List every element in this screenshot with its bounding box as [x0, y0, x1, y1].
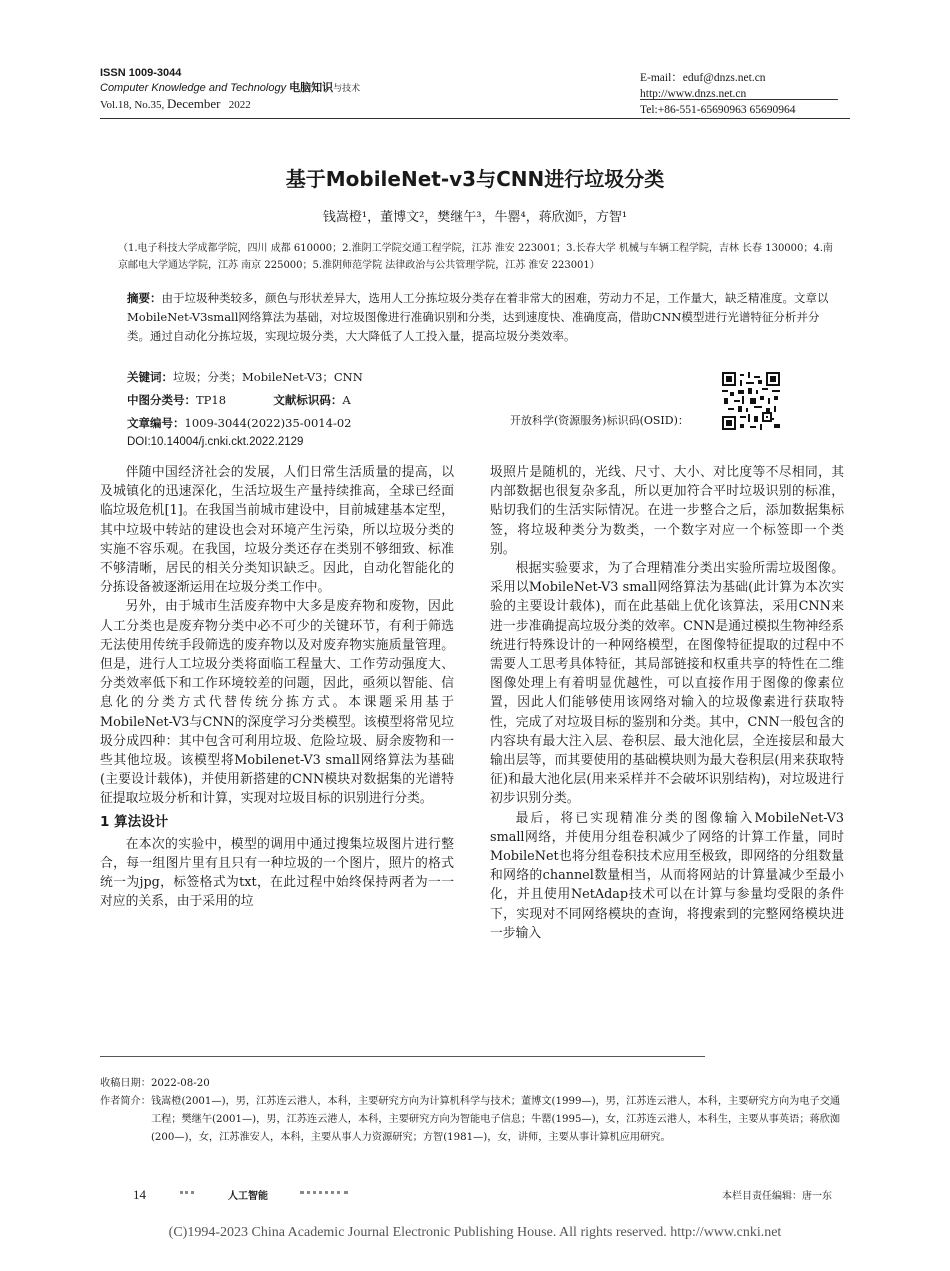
paragraph: 最后，将已实现精准分类的图像输入MobileNet-V3 small网络，并使用分组卷积减少了网络的计算工作量，同时MobileNet也将分组卷积技术应用至极致，即网络的分组数量和网络的channel数量相当，从而将网站的计算量减少至最小化，并且使用NetAdap技术可以在计算与参量均受限的条件下，实现对不同网络模块的查询，将搜索到的完整网络模块进一步输入 [490, 810, 844, 941]
journal-url[interactable]: http://www.dnzs.net.cn [640, 88, 747, 100]
journal-name [100, 81, 360, 96]
clc-label: 中图分类号： [127, 393, 196, 407]
abstract [127, 289, 837, 346]
qr-code-icon[interactable] [722, 372, 780, 430]
paper-affiliations: （1.电子科技大学成都学院，四川 成都 610000；2.淮阴工学院交通工程学院，江苏 淮安 223001；3.长春大学 机械与车辆工程学院，吉林 长春 130000；4.南京邮电大学通达学院，江苏 南京 225000；5.淮阴师范学院 法律政治与公共管理学院，江苏 淮安 223001） [118, 243, 833, 271]
paper-title: 基于MobileNet-v3与CNN进行垃圾分类 [285, 167, 665, 191]
abstract-label: 摘要： [127, 291, 162, 305]
copyright-notice: (C)1994-2023 China Academic Journal Electronic Publishing House. All rights reserved. http://www.cnki.net [168, 1225, 782, 1240]
section-heading: 1 算法设计 [100, 813, 169, 830]
article-no-label: 文章编号： [127, 416, 185, 430]
header-divider-right [640, 99, 838, 100]
page-number: 14 [133, 1187, 146, 1202]
year: 2022 [228, 99, 251, 111]
paragraph: 圾照片是随机的，光线、尺寸、大小、对比度等不尽相同，其内部数据也很复杂多乱，所以更加符合平时垃圾识别的标准，贴切我们的生活实际情况。在进一步整合之后，添加数据集标签，将垃圾种类分为数类，一个数字对应一个标签即一个类别。 [490, 465, 844, 557]
article-no-value: 1009-3044(2022)35-0014-02 [184, 416, 352, 430]
doc-code-label: 文献标识码： [273, 393, 343, 407]
received-value: 2022-08-20 [150, 1078, 210, 1089]
received-date [100, 1075, 850, 1093]
journal-name-cn: 电脑知识 [289, 82, 334, 94]
journal-email: E-mail：eduf@dnzs.net.cn [640, 72, 766, 84]
body-column-right [490, 463, 844, 943]
journal-name-cn-suffix: 与技术 [333, 83, 361, 93]
footer-ornament-right [300, 1191, 348, 1194]
classification [127, 391, 351, 410]
author-bio [100, 1093, 850, 1147]
journal-tel: Tel:+86-551-65690963 65690964 [640, 104, 796, 116]
journal-header-right [640, 70, 796, 118]
footer-ornament-left [180, 1191, 194, 1194]
section-name: 人工智能 [228, 1191, 268, 1202]
osid-label: 开放科学(资源服务)标识码(OSID)： [510, 414, 689, 427]
keywords-label: 关键词： [127, 370, 173, 384]
paragraph: 在本次的实验中，模型的调用中通过搜集垃圾图片进行整合，每一组图片里有且只有一种垃圾的一个图片，照片的格式统一为jpg，标签格式为txt，在此过程中始终保持两者为一一对应的关系，由于采用的垃 [100, 836, 454, 910]
paragraph: 另外，由于城市生活废弃物中大多是废弃物和废物，因此人工分类也是废弃物分类中必不可少的关键环节，有利于筛选无法使用传统手段筛选的废弃物以及对废弃物实施质量管理。但是，进行人工垃圾分类将面临工程量大、工作劳动强度大、分类效率低下和工作环境较差的问题，因此，亟须以智能、信息化的分类方式代替传统分拣方式。本课题采用基于MobileNet-V3与CNN的深度学习分类模型。该模型将常见垃圾分成四种：其中包含可利用垃圾、危险垃圾、厨余废物和一些其他垃圾。该模型将Mobilenet-V3 small网络算法为基础(主要设计载体)，并使用新搭建的CNN模块对数据集的光谱特征提取垃圾分析和计算，实现对垃圾目标的识别进行分类。 [100, 599, 454, 807]
section-editor: 本栏目责任编辑：唐一东 [722, 1191, 832, 1202]
abstract-text: 由于垃圾种类较多，颜色与形状差异大，选用人工分拣垃圾分类存在着非常大的困难，劳动力不足，工作量大，缺乏精准度。文章以MobileNet-V3small网络算法为基础，对垃圾图像进行准确识别和分类，达到速度快、准确度高，借助CNN模型进行光谱特征分析并分类。通过自动化分拣垃圾，实现垃圾分类，大大降低了人工投入量，提高垃圾分类效率。 [127, 291, 829, 343]
bio-text: 钱嵩橙(2001—)，男，江苏连云港人，本科，主要研究方向为计算机科学与技术；董博文(1999—)，男，江苏连云港人，本科，主要研究方向为电子交通工程；樊继午(2001—)，男，江苏连云港人，本科，主要研究方向为智能电子信息；牛罂(1995—)，女，江苏连云港人，本科生，主要从事英语；蒋欣洳(200—)，女，江苏淮安人，本科，主要从事人力资源研究；方智(1981—)，女，讲师，主要从事计算机应用研究。 [150, 1096, 841, 1143]
volume: Vol.18, No.35, [100, 99, 165, 111]
bio-label: 作者简介： [100, 1096, 151, 1107]
journal-header-left [100, 66, 360, 113]
footnote [100, 1075, 850, 1147]
keywords [127, 368, 363, 387]
body-column-left [100, 463, 454, 911]
footnote-divider [100, 1056, 705, 1057]
month: December [167, 96, 221, 111]
journal-name-en: Computer Knowledge and Technology [100, 82, 287, 94]
paragraph: 伴随中国经济社会的发展，人们日常生活质量的提高，以及城镇化的迅速深化，生活垃圾生产量持续推高，全球已经面临垃圾危机[1]。在我国当前城市建设中，目前城建基本定型，其中垃圾中转站的建设也会对环境产生污染，所以垃圾分类的实施不容乐观。在我国，垃圾分类还存在类别不够细致、标准不够清晰，居民的相关分类知识缺乏。因此，自动化智能化的分拣设备被逐渐运用在垃圾分类工作中。 [100, 465, 454, 596]
issue-info [100, 96, 360, 113]
paragraph: 根据实验要求，为了合理精准分类出实验所需垃圾图像。采用以MobileNet-V3 small网络算法为基础(此计算为本次实验的主要设计载体)，而在此基础上优化该算法，采用CNN来进一步准确提高垃圾分类的效率。CNN是通过模拟生物神经系统进行特殊设计的一种网络模型，在图像特征提取的过程中不需要人工思考具体特征，其局部链接和权重共享的特性在二维图像处理上有着明显优越性，可以直接作用于图像的像素位置，因此人们能够使用该网络对输入的垃圾像素进行获取特性，完成了对垃圾目标的鉴别和分类。其中，CNN一般包含的内容块有最大注入层、卷积层、最大池化层，全连接层和最大输出层等，而其要使用的基础模块则为最大卷积层(用来获取特征)和最大池化层(用来采样并不会破坏识别结构)，对垃圾进行初步识别分类。 [490, 561, 844, 807]
keywords-text: 垃圾；分类；MobileNet-V3；CNN [173, 370, 363, 384]
article-number [127, 414, 351, 433]
issn: ISSN 1009-3044 [100, 67, 182, 79]
doc-code-value: A [342, 393, 351, 407]
doi[interactable]: DOI:10.14004/j.cnki.ckt.2022.2129 [127, 436, 304, 448]
received-label: 收稿日期： [100, 1078, 151, 1089]
clc-value: TP18 [196, 393, 227, 407]
header-divider [100, 118, 850, 119]
paper-authors: 钱嵩橙¹，董博文²，樊继午³，牛罂⁴，蒋欣洳⁵，方智¹ [322, 210, 628, 225]
